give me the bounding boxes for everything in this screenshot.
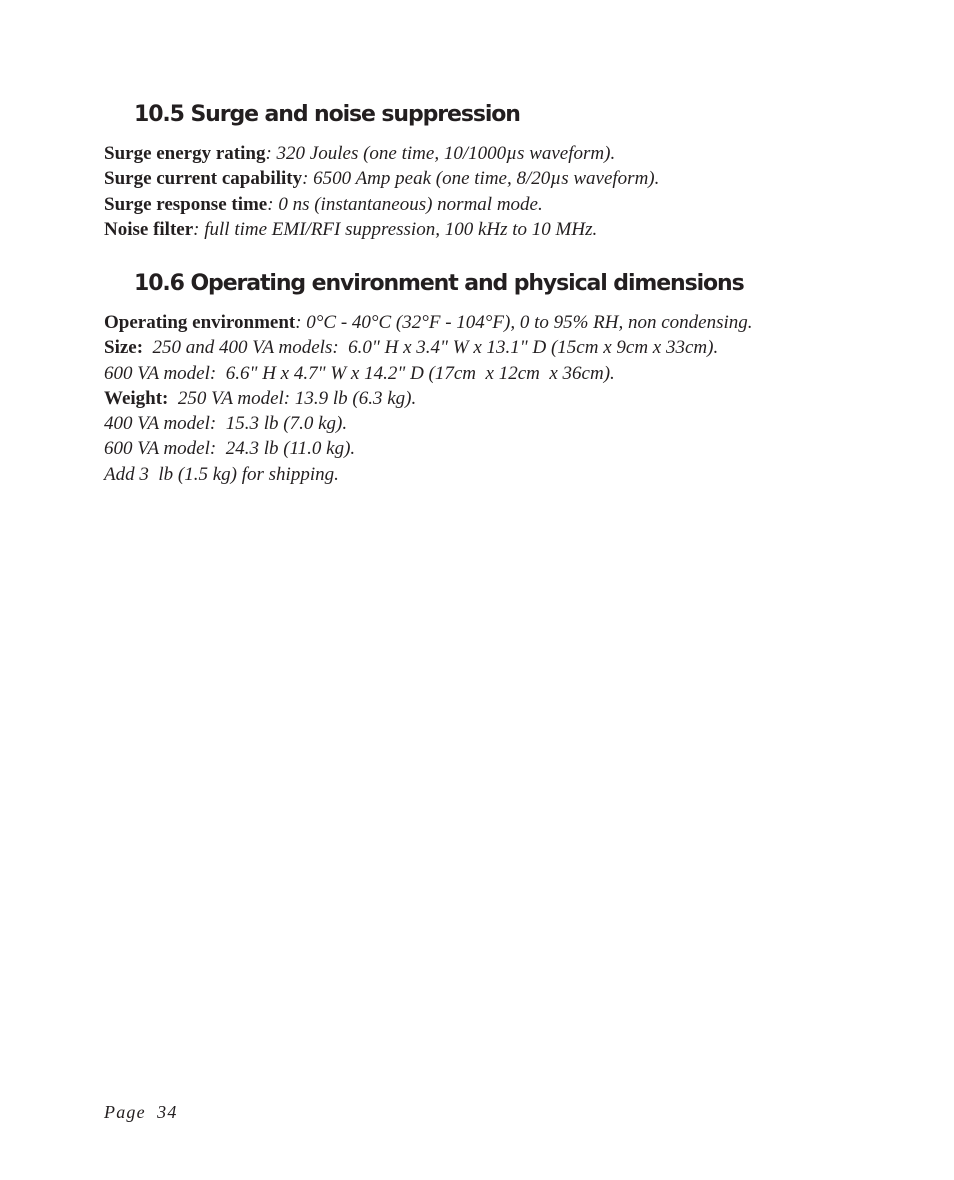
spec-line-weight-400: 400 VA model: 15.3 lb (7.0 kg). xyxy=(104,413,348,435)
spec-line-weight-600: 600 VA model: 24.3 lb (11.0 kg). xyxy=(104,438,356,460)
spec-line-shipping: Add 3 lb (1.5 kg) for shipping. xyxy=(104,463,339,485)
spec-line-noise-filter xyxy=(104,217,659,242)
spec-value: 250 and 400 VA models: 6.0" H x 3.4" W x 13.1" D (15cm x 9cm x 33cm). xyxy=(143,337,719,359)
spec-line-size xyxy=(104,335,753,360)
spec-value: : 0°C - 40°C (32°F - 104°F), 0 to 95% RH, non condensing. xyxy=(295,312,753,333)
spec-line-surge-response xyxy=(104,192,659,217)
spec-line-weight xyxy=(104,386,753,411)
surge-specs-block xyxy=(104,141,659,242)
spec-value: : full time EMI/RFI suppression, 100 kHz to 10 MHz. xyxy=(193,218,598,240)
spec-line-size-600: 600 VA model: 6.6" H x 4.7" W x 14.2" D (17cm x 12cm x 36cm). xyxy=(104,362,615,384)
spec-line-operating-environment xyxy=(104,310,753,335)
spec-value: : 320 Joules (one time, 10/1000µs waveform). xyxy=(265,143,616,164)
spec-label: Size: xyxy=(104,337,144,359)
spec-value: : 6500 Amp peak (one time, 8/20µs waveform). xyxy=(302,168,660,190)
spec-label: Noise filter xyxy=(104,218,194,240)
section-heading-environment-dimensions: 10.6 Operating environment and physical dimensions xyxy=(134,271,744,296)
environment-specs-block xyxy=(104,310,753,487)
spec-label: Operating environment xyxy=(104,312,296,333)
page-number: Page 34 xyxy=(104,1102,178,1122)
spec-value: : 0 ns (instantaneous) normal mode. xyxy=(267,193,543,215)
spec-line-surge-energy xyxy=(104,141,659,166)
spec-value: 250 VA model: 13.9 lb (6.3 kg). xyxy=(168,387,417,409)
spec-line-surge-current xyxy=(104,166,659,191)
spec-label: Surge response time xyxy=(104,193,268,215)
spec-label: Weight: xyxy=(104,387,169,409)
spec-label: Surge current capability xyxy=(104,168,303,190)
spec-label: Surge energy rating xyxy=(104,143,266,164)
section-heading-surge-noise: 10.5 Surge and noise suppression xyxy=(134,102,520,127)
